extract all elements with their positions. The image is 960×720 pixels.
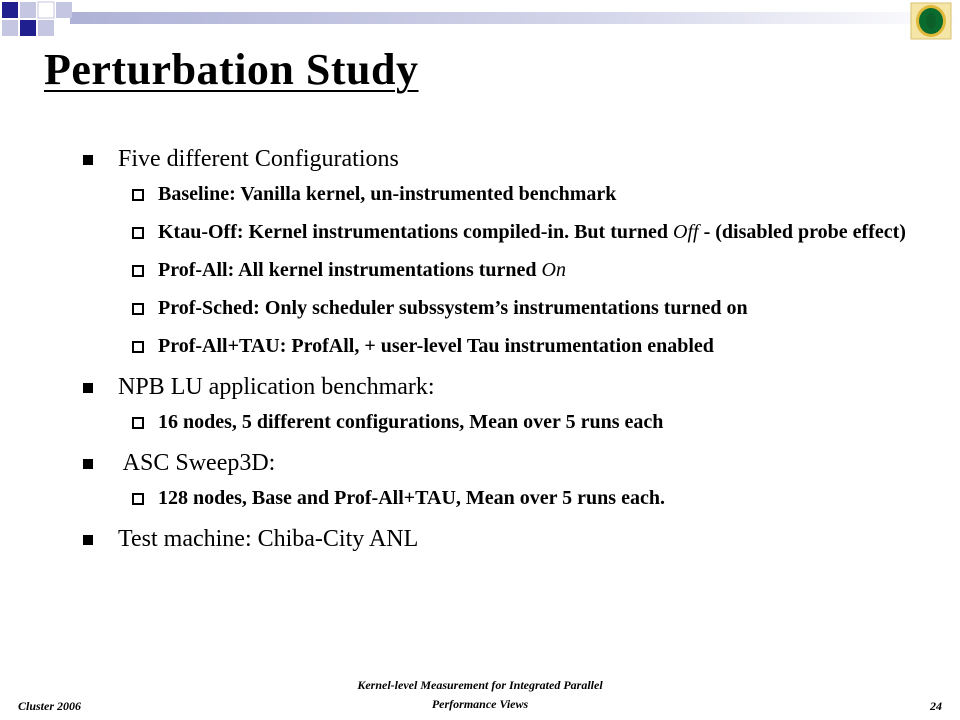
bullet-text: NPB LU application benchmark:	[118, 374, 435, 400]
bullet-asc-sweep3d	[80, 448, 910, 478]
sub-bullet-text: Baseline: Vanilla kernel, un-instrumented benchmark	[158, 183, 617, 205]
bullet-configurations	[80, 144, 910, 174]
bullet-test-machine	[80, 524, 910, 554]
npb-lu-sublist	[80, 409, 910, 436]
hollow-square-bullet-icon	[132, 493, 144, 505]
italic-off-text: Off	[673, 221, 699, 243]
sub-bullet-baseline	[80, 181, 910, 208]
sweep3d-sublist	[80, 485, 910, 512]
square-bullet-icon	[83, 535, 93, 545]
sub-bullet-text: 128 nodes, Base and Prof-All+TAU, Mean over 5 runs each.	[158, 487, 665, 509]
footer-talk-title	[260, 676, 700, 714]
square-bullet-icon	[83, 459, 93, 469]
bullet-text: Five different Configurations	[118, 146, 399, 172]
square-bullet-icon	[83, 155, 93, 165]
sub-bullet-prof-sched	[80, 295, 910, 322]
header-decoration	[0, 0, 960, 40]
footer-conference: Cluster 2006	[18, 699, 82, 713]
sub-bullet-text: Ktau-Off: Kernel instrumentations compiled-in. But turned	[158, 221, 673, 243]
hollow-square-bullet-icon	[132, 265, 144, 277]
hollow-square-bullet-icon	[132, 341, 144, 353]
university-oregon-logo-icon	[910, 2, 952, 40]
page-number: 24	[930, 699, 942, 713]
bullet-text: Test machine: Chiba-City ANL	[118, 526, 419, 552]
sub-bullet-sweep3d-details	[80, 485, 910, 512]
square-bullet-icon	[83, 383, 93, 393]
sub-bullet-text-tail: - (disabled probe effect)	[698, 221, 906, 243]
italic-on-text: On	[541, 259, 566, 281]
footer-title-line2: Performance Views	[431, 697, 529, 711]
slide-content	[80, 144, 910, 560]
sub-bullet-npb-details	[80, 409, 910, 436]
hollow-square-bullet-icon	[132, 417, 144, 429]
bullet-text: ASC Sweep3D:	[118, 450, 276, 476]
footer-title-line1: Kernel-level Measurement for Integrated Parallel	[357, 678, 603, 692]
slide-title: Perturbation Study	[44, 45, 419, 94]
sub-bullet-text: Prof-All: All kernel instrumentations turned	[158, 259, 542, 281]
hollow-square-bullet-icon	[132, 227, 144, 239]
sub-bullet-text: Prof-All+TAU: ProfAll, + user-level Tau instrumentation enabled	[158, 335, 714, 357]
sub-bullet-text: 16 nodes, 5 different configurations, Mean over 5 runs each	[158, 411, 664, 433]
sub-bullet-prof-all-tau	[80, 333, 910, 360]
sub-bullet-prof-all	[80, 257, 910, 284]
sub-bullet-text: Prof-Sched: Only scheduler subssystem’s instrumentations turned on	[158, 297, 748, 319]
hollow-square-bullet-icon	[132, 189, 144, 201]
sub-bullet-ktau-off	[80, 219, 910, 246]
hollow-square-bullet-icon	[132, 303, 144, 315]
bullet-npb-lu	[80, 372, 910, 402]
configurations-sublist	[80, 181, 910, 360]
